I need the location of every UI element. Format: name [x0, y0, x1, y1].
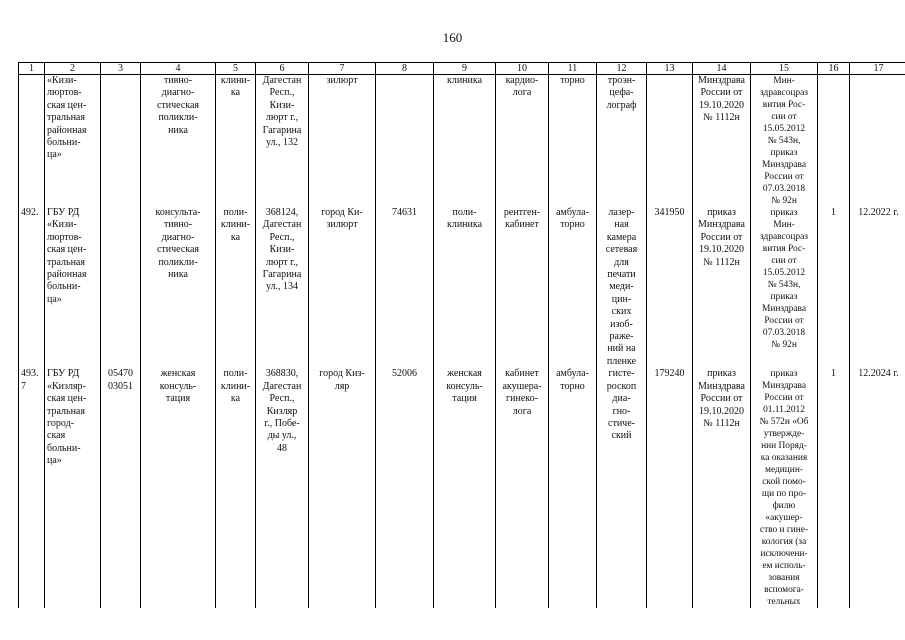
column-header: 14: [693, 63, 751, 75]
cell-equipment-code: [647, 75, 693, 208]
cell-cabinet: кабинет акушера- гинеко- лога: [496, 368, 549, 608]
cell-department: женская консуль- тация: [434, 368, 496, 608]
cell-department: поли- клиника: [434, 207, 496, 368]
column-header: 9: [434, 63, 496, 75]
cell-row-number: [19, 75, 45, 208]
column-header: 6: [256, 63, 309, 75]
cell-standard: Мин- здравсоцраз вития Рос- сии от 15.05.2012 № 543н, приказ Минздрава России от 07.03.2018 № 92н: [751, 75, 818, 208]
cell-care-form: амбула- торно: [549, 368, 597, 608]
column-header: 13: [647, 63, 693, 75]
cell-date: [850, 75, 905, 208]
column-header: 10: [496, 63, 549, 75]
cell-organization: ГБУ РД «Кизляр- ская цен- тральная город- ская больни- ца»: [45, 368, 101, 608]
cell-type: клини- ка: [216, 75, 256, 208]
equipment-table: [18, 62, 905, 608]
cell-order: приказ Минздрава России от 19.10.2020 № 1112н: [693, 368, 751, 608]
cell-standard: приказ Мин- здравсоцраз вития Рос- сии от 15.05.2012 № 543н, приказ Минздрава России от 07.03.2018 № 92н: [751, 207, 818, 368]
cell-type: поли- клини- ка: [216, 368, 256, 608]
cell-unit: тивно- диагно- стическая поликли- ника: [141, 75, 216, 208]
column-header: 15: [751, 63, 818, 75]
cell-quantity: [818, 75, 850, 208]
cell-equipment-code: 179240: [647, 368, 693, 608]
cell-equipment: троэн- цефа- лограф: [597, 75, 647, 208]
column-header: 8: [376, 63, 434, 75]
table-row: [19, 75, 905, 208]
cell-department: клиника: [434, 75, 496, 208]
column-header: 7: [309, 63, 376, 75]
cell-unit: консульта- тивно- диагно- стическая поликли- ника: [141, 207, 216, 368]
cell-date: 12.2022 г.: [850, 207, 905, 368]
cell-row-number: 492.: [19, 207, 45, 368]
cell-address: 368830, Дагестан Респ., Кизляр г., Побе- ды ул., 48: [256, 368, 309, 608]
cell-quantity: 1: [818, 368, 850, 608]
cell-population: [376, 75, 434, 208]
column-header: 16: [818, 63, 850, 75]
cell-cabinet: рентген- кабинет: [496, 207, 549, 368]
cell-organization: ГБУ РД «Кизи- люртов- ская цен- тральная районная больни- ца»: [45, 207, 101, 368]
cell-row-number: 493. 7: [19, 368, 45, 608]
column-header: 12: [597, 63, 647, 75]
column-header: 4: [141, 63, 216, 75]
cell-unit: женская консуль- тация: [141, 368, 216, 608]
column-header: 11: [549, 63, 597, 75]
cell-care-form: амбула- торно: [549, 207, 597, 368]
column-header: 1: [19, 63, 45, 75]
cell-equipment: гисте- роскоп диа- гно- стиче- ский: [597, 368, 647, 608]
cell-date: 12.2024 г.: [850, 368, 905, 608]
cell-equipment: лазер- ная камера сетевая для печати меди- цин- ских изоб- раже- ний на пленке: [597, 207, 647, 368]
cell-city: город Ки- зилюрт: [309, 207, 376, 368]
cell-population: 52006: [376, 368, 434, 608]
cell-organization: «Кизи- люртов- ская цен- тральная районная больни- ца»: [45, 75, 101, 208]
cell-order: Минздрава России от 19.10.2020 № 1112н: [693, 75, 751, 208]
cell-equipment-code: 341950: [647, 207, 693, 368]
cell-cabinet: кардио- лога: [496, 75, 549, 208]
cell-city: город Киз- ляр: [309, 368, 376, 608]
cell-city: зилюрт: [309, 75, 376, 208]
cell-code: 05470 03051: [101, 368, 141, 608]
cell-standard: приказ Минздрава России от 01.11.2012 № 572н «Об утвержде- нии Поряд- ка оказания медицин- ской помо- щи по про- филю «акушер- ство и гине- кология (за исключени- ем исполь- зования вспомога- тельных: [751, 368, 818, 608]
cell-population: 74631: [376, 207, 434, 368]
cell-address: Дагестан Респ., Кизи- люрт г., Гагарина ул., 132: [256, 75, 309, 208]
page-number: 160: [442, 30, 463, 45]
table-row: [19, 368, 905, 608]
cell-code: [101, 75, 141, 208]
column-header: 17: [850, 63, 905, 75]
cell-quantity: 1: [818, 207, 850, 368]
cell-order: приказ Минздрава России от 19.10.2020 № 1112н: [693, 207, 751, 368]
cell-care-form: торно: [549, 75, 597, 208]
column-header: 5: [216, 63, 256, 75]
cell-address: 368124, Дагестан Респ., Кизи- люрт г., Гагарина ул., 134: [256, 207, 309, 368]
cell-type: поли- клини- ка: [216, 207, 256, 368]
column-header: 2: [45, 63, 101, 75]
table-row: [19, 207, 905, 368]
column-numbers-row: [19, 63, 905, 75]
column-header: 3: [101, 63, 141, 75]
cell-code: [101, 207, 141, 368]
